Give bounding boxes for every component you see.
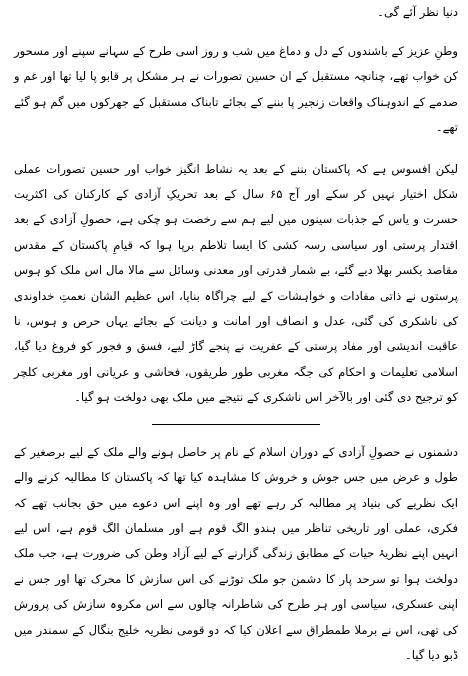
paragraph-regret: لیکن افسوس ہے کہ پاکستان بننے کے بعد یہ نشاط انگیز خواب اور حسین تصورات عملی شکل اختیار نہیں کر سکے اور آج ۶۵ سال کے بعد تحریکِ آزادی کے کارکنان کی اکثریت حسرت و یاس کے جذبات سینوں میں لیے ہم سے رخصت ہو چکی ہے، حصولِ آزادی کے بعد اقتدار پرستی اور سیاسی رسہ کشی کا ایسا تلاطم برپا ہوا کہ قیامِ پاکستان کے مقدس مقاصد یکسر بھلا دیے گئے، بے شمار قدرتی اور معدنی وسائل سے مالا مال اس ملک کو ہوس پرستوں نے ذاتی مفادات و خواہشات کے لیے چراگاہ بنایا، اس عظیم الشان نعمتِ خداوندی کی ناشکری کی گئی، عدل و انصاف اور امانت و دیانت کے بجائے یہاں حرص و ہوس، نا عاقبت اندیشی اور مفاد پرستی کے عفریت نے پنجے گاڑ لیے، فسق و فجور کو فروغ دیا گیا، اسلامی تعلیمات و احکام کی جگہ مغربی طور طریقوں، فحاشی و عریانی اور مغربی کلچر کو ترجیح دی گئی اور بالآخر اس ناشکری کے نتیجے میں ملک بھی دولخت ہو گیا۔ [14,161,458,405]
paragraph-dreams: وطنِ عزیز کے باشندوں کے دل و دماغ میں شب و روز اسی طرح کے سہانے سپنے اور مسحور کن خواب تھے، چنانچہ مستقبل کے ان حسین تصورات نے ہر مشکل پر قابو پا لیا تھا اور غم و صدمے کے اندوہناک واقعات زنجیر پا بننے کے بجائے تابناک مستقبل کے جھرکوں میں گم ہو گئے تھے۔ [14,44,458,135]
paragraph-continuation: دنیا نظر آئے گی۔ [377,5,458,19]
paragraph-enemies: دشمنوں نے حصولِ آزادی کے دوران اسلام کے نام پر حاصل ہونے والے ملک کے لیے برصغیر کے طول و عرض میں جس جوش و خروش کا مشاہدہ کیا تھا کہ پاکستان کا مطالبہ کرنے والے ایک نظریے کی بنیاد پر مطالبہ کر رہے تھے اور وہ اپنے اس دعوے میں حق بجانب تھے کہ فکری، عملی اور تاریخی تناظر میں ہندو الگ قوم ہے اور مسلمان الگ قوم ہے، اس لیے انہیں اپنے نظریۂ حیات کے مطابق زندگی گزارنے کے لیے آزاد وطن کی ضرورت ہے، جب ملک دولخت ہوا تو سرحد پار کا دشمن جو ملک توڑنے کی اس سازش کا محرک تھا اور جس نے اپنی عسکری، سیاسی اور ہر طرح کی شاطرانہ چالوں سے اس مکروہ سازش کی پرورش کی تھی، اس نے برملا طمطراق سے اعلان کیا کہ دو قومی نظریہ خلیج بنگال کے سمندر میں ڈبو دیا گیا۔ [14,444,458,662]
section-divider [152,424,320,425]
document-page [14,0,458,676]
